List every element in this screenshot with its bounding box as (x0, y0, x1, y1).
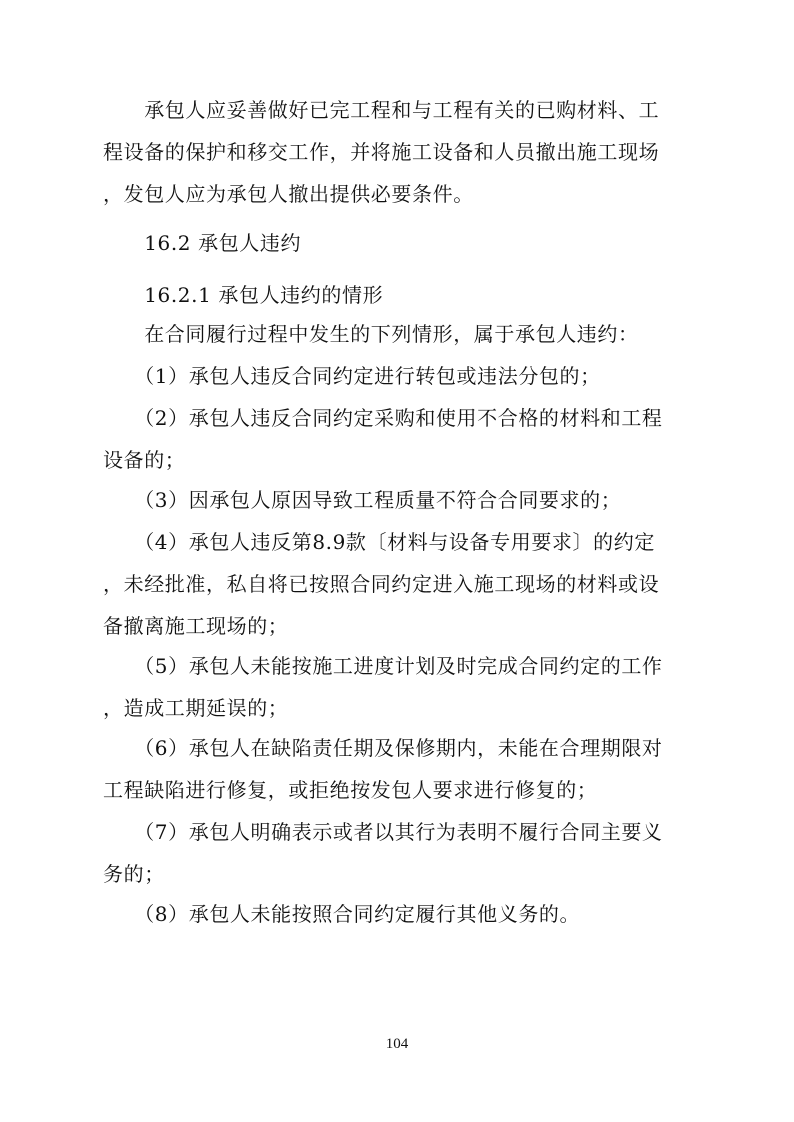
list-item-line: 设备的； (103, 448, 186, 472)
list-item-line: （4）承包人违反第8.9款〔材料与设备专用要求〕的约定 (103, 530, 655, 554)
subsection-heading: 16.2.1 承包人违约的情形 (103, 283, 384, 307)
list-item-line: ，未经批准，私自将已按照合同约定进入施工现场的材料或设 (103, 572, 660, 596)
paragraph-line: 程设备的保护和移交工作，并将施工设备和人员撤出施工现场 (103, 140, 660, 164)
list-item-line: 备撤离施工现场的； (103, 614, 289, 638)
list-item-line: （6）承包人在缺陷责任期及保修期内，未能在合理期限对 (103, 736, 663, 760)
paragraph-line: 承包人应妥善做好已完工程和与工程有关的已购材料、工 (103, 98, 660, 122)
page-number: 104 (385, 1036, 409, 1052)
list-item-line: （5）承包人未能按施工进度计划及时完成合同约定的工作 (103, 654, 663, 678)
list-item-line: ，造成工期延误的； (103, 696, 289, 720)
list-item-line: （8）承包人未能按照合同约定履行其他义务的。 (103, 902, 581, 926)
section-heading: 16.2 承包人违约 (103, 231, 302, 255)
list-item-line: （2）承包人违反合同约定采购和使用不合格的材料和工程 (103, 406, 663, 430)
list-item-line: （3）因承包人原因导致工程质量不符合合同要求的； (103, 488, 622, 512)
list-item-line: （7）承包人明确表示或者以其行为表明不履行合同主要义 (103, 820, 663, 844)
paragraph-line: 在合同履行过程中发生的下列情形，属于承包人违约： (103, 322, 639, 346)
list-item-line: 务的； (103, 862, 165, 886)
list-item-line: （1）承包人违反合同约定进行转包或违法分包的； (103, 364, 601, 388)
paragraph-line: ，发包人应为承包人撤出提供必要条件。 (103, 182, 474, 206)
list-item-line: 工程缺陷进行修复，或拒绝按发包人要求进行修复的； (103, 778, 598, 802)
